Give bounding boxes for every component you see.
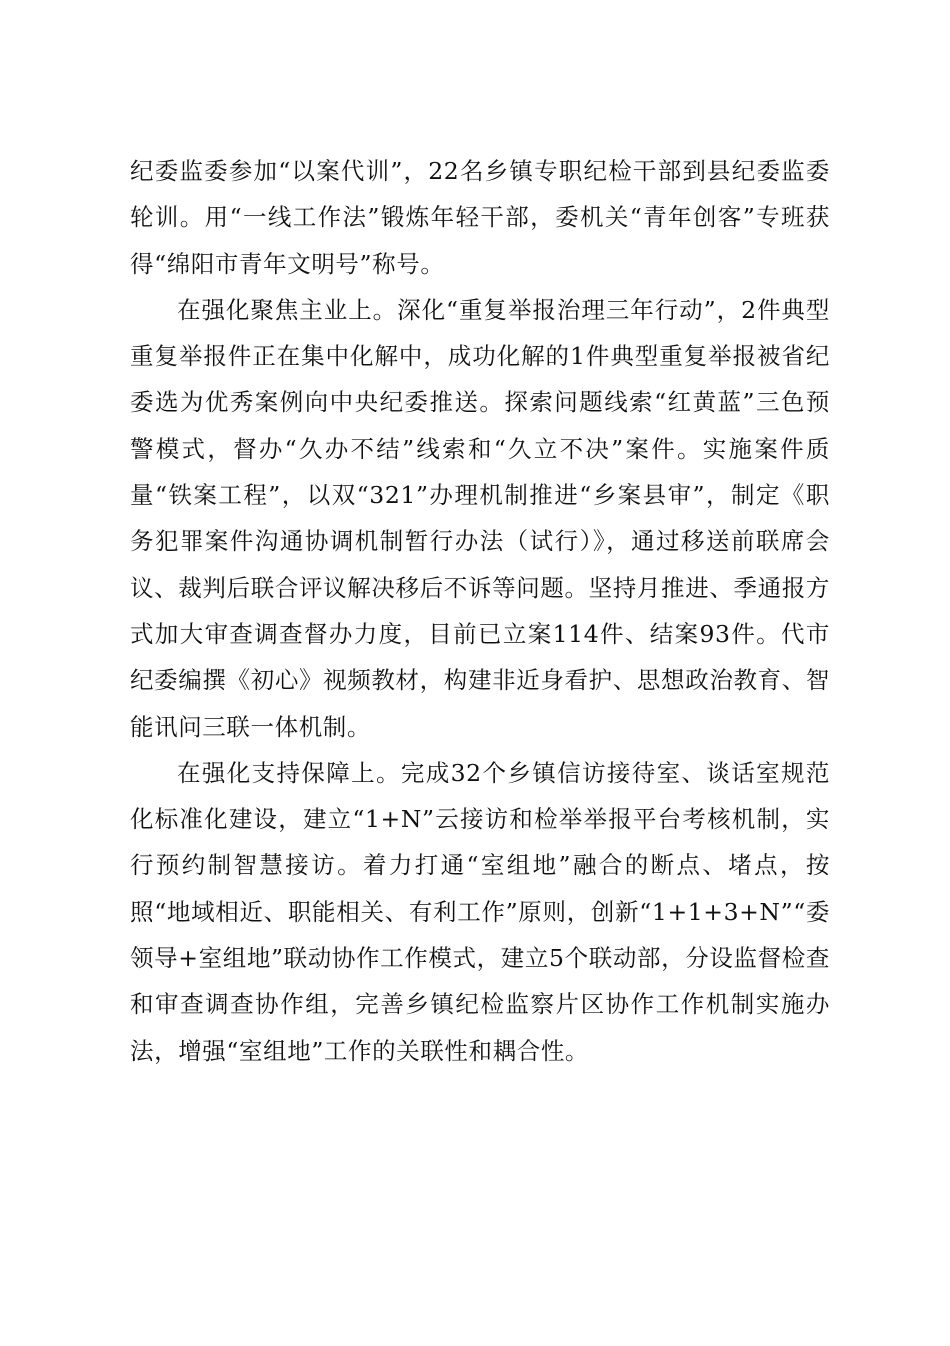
paragraph-core-business: 在强化聚焦主业上。深化“重复举报治理三年行动”，2件典型重复举报件正在集中化解中，成功化解的1件典型重复举报被省纪委选为优秀案例向中央纪委推送。探索问题线索“红黄蓝”三色预警模式，督办“久办不结”线索和“久立不决”案件。实施案件质量“铁案工程”，以双“321”办理机制推进“乡案县审”，制定《职务犯罪案件沟通协调机制暂行办法（试行）》，通过移送前联席会议、裁判后联合评议解决移后不诉等问题。坚持月推进、季通报方式加大审查调查督办力度，目前已立案114件、结案93件。代市纪委编撰《初心》视频教材，构建非近身看护、思想政治教育、智能讯问三联一体机制。 — [130, 295, 830, 741]
document-body — [130, 148, 830, 1074]
paragraph-training: 纪委监委参加“以案代训”，22名乡镇专职纪检干部到县纪委监委轮训。用“一线工作法”锻炼年轻干部，委机关“青年创客”专班获得“绵阳市青年文明号”称号。 — [130, 157, 830, 278]
paragraph-support-guarantee: 在强化支持保障上。完成32个乡镇信访接待室、谈话室规范化标准化建设，建立“1+N”云接访和检举举报平台考核机制，实行预约制智慧接访。着力打通“室组地”融合的断点、堵点，按照“地域相近、职能相关、有利工作”原则，创新“1+1+3+N”“委领导+室组地”联动协作工作模式，建立5个联动部，分设监督检查和审查调查协作组，完善乡镇纪检监察片区协作工作机制实施办法，增强“室组地”工作的关联性和耦合性。 — [130, 758, 830, 1065]
